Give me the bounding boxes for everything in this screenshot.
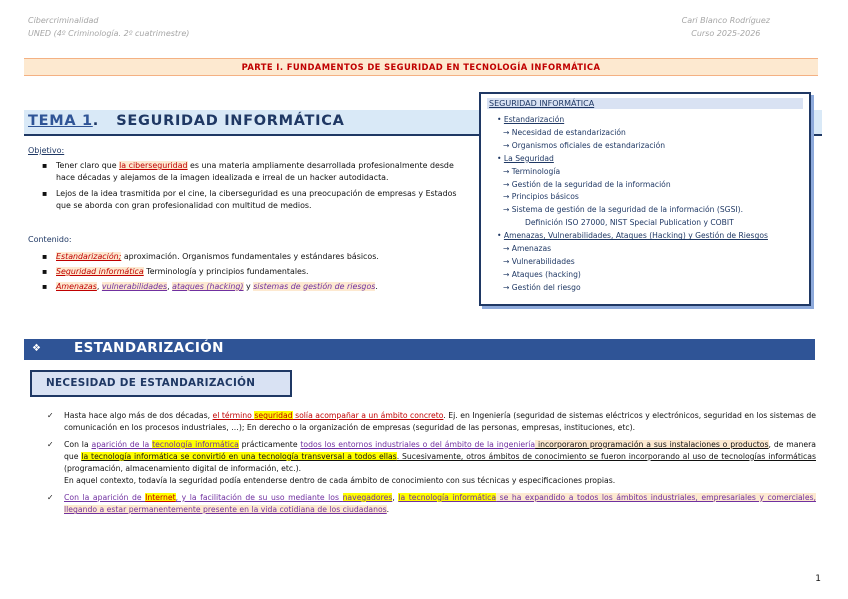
text-run: En aquel contexto, todavía la seguridad podía entenderse dentro de cada ámbito de conocimiento con sus técnicas y especificaciones propias. (64, 476, 616, 486)
toc-item-label: Terminología (511, 166, 561, 176)
toc-list (487, 114, 803, 295)
text-run: . (386, 505, 390, 515)
header-university: UNED (4º Criminología. 2º cuatrimestre) (28, 29, 190, 38)
text-run: . Ej. en Ingeniería (seguridad de sistemas eléctricos y electrónicos, seguridad en los sistemas de comunicación en los procesos industriales, …); En derecho o la organización de empresas (seguridad de las personas, empresas, instituciones, etc). (64, 411, 816, 433)
tema-number: TEMA 1 (28, 113, 93, 129)
toc-item[interactable]: → Terminología (503, 166, 561, 176)
tema-dot: . (92, 113, 100, 129)
objetivo-item (42, 160, 462, 184)
toc-item[interactable]: → Sistema de gestión de la seguridad de la información (SGSI). (503, 205, 744, 215)
contenido-label: Contenido: (28, 235, 72, 244)
contenido-text: aproximación. Organismos fundamentales y estándares básicos. (121, 252, 379, 261)
text-run: (programación, almacenamiento digital de información, etc.). (64, 464, 302, 474)
text-run: , de manera que (64, 439, 816, 461)
toc-item-label: Gestión del riesgo (511, 282, 581, 292)
toc-item[interactable]: → Necesidad de estandarización (503, 127, 626, 137)
toc-item-label: Principios básicos (511, 192, 579, 202)
body-paragraph (44, 410, 816, 435)
highlight-transversal: la tecnología informática se convirtió en una tecnología transversal a todos ellas (81, 451, 397, 461)
body-list (44, 410, 816, 520)
highlight-tecnologia: tecnología informática (152, 439, 239, 449)
link-ataques[interactable]: ataques (hacking) (172, 282, 244, 291)
body-paragraph (44, 439, 816, 488)
toc-item[interactable]: → Gestión de la seguridad de la información (503, 179, 671, 189)
objetivo-text: Lejos de la idea trasmitida por el cine, la ciberseguridad es una preocupación de empresas y Estados que se aborda con gran profesionalidad con multitud de medios. (56, 189, 457, 210)
highlight-seguridad: seguridad (254, 411, 293, 420)
contenido-text: Terminología y principios fundamentales. (143, 267, 309, 276)
toc-item-label: Ataques (hacking) (511, 269, 581, 279)
objetivo-text: Tener claro que (56, 161, 120, 170)
separator: , (167, 282, 173, 291)
toc-item-label: Amenazas, Vulnerabilidades, Ataques (Hacking) y Gestión de Riesgos (503, 231, 768, 241)
separator: y (243, 282, 254, 291)
objetivo-label: Objetivo: (28, 146, 65, 155)
objetivo-item (42, 188, 462, 212)
toc-item[interactable]: • Estandarización (497, 115, 565, 124)
objetivo-list (42, 160, 462, 216)
toc-item-label: Organismos oficiales de estandarización (511, 140, 666, 150)
toc-item-label: Sistema de gestión de la seguridad de la información (SGSI). (511, 205, 744, 215)
subsection-title: NECESIDAD DE ESTANDARIZACIÓN (30, 370, 292, 397)
toc-title[interactable]: SEGURIDAD INFORMÁTICA (487, 98, 803, 109)
tema-title (28, 113, 345, 129)
text-run: prácticamente (238, 439, 301, 449)
table-of-contents (479, 92, 811, 306)
text-run: , y la facilitación de su uso mediante los (175, 492, 343, 502)
highlight-ciberseguridad: la ciberseguridad (119, 161, 188, 170)
parte-banner: PARTE I. FUNDAMENTOS DE SEGURIDAD EN TECNOLOGÍA INFORMÁTICA (24, 58, 818, 76)
tema-name: SEGURIDAD INFORMÁTICA (116, 113, 345, 129)
link-gestion-riesgos[interactable]: sistemas de gestión de riesgos (253, 282, 376, 291)
text-run: Hasta hace algo más de dos décadas, (64, 411, 213, 420)
toc-item[interactable]: → Amenazas (503, 244, 552, 254)
toc-item[interactable] (487, 217, 803, 230)
separator: . (375, 282, 378, 291)
header-course: Cibercriminalidad (28, 16, 99, 25)
contenido-item (42, 249, 462, 264)
highlight-navegadores: navegadores (342, 492, 393, 502)
highlight-internet: Internet (145, 492, 176, 502)
text-run: incorporaron programación a sus instalaciones o productos (535, 439, 769, 449)
text-run: todos los entornos industriales o del ámbito de la ingeniería (300, 439, 536, 449)
contenido-list (42, 249, 462, 294)
text-run: aparición de la (91, 439, 153, 449)
section-title: ESTANDARIZACIÓN (74, 340, 224, 356)
toc-item-label: Amenazas (511, 244, 552, 254)
text-run: . Sucesivamente, otros ámbitos de conocimiento se fueron incorporando al uso de tecnologías informáticas (396, 451, 816, 461)
toc-item-label: Necesidad de estandarización (511, 127, 626, 137)
separator: , (96, 282, 102, 291)
toc-item[interactable]: → Organismos oficiales de estandarización (503, 140, 666, 150)
text-run: Con la (64, 439, 92, 449)
toc-item-label: Estandarización (503, 115, 565, 124)
toc-item-label: Definición ISO 27000, NIST Special Publication y COBIT (525, 218, 734, 228)
header-right (682, 14, 770, 40)
page-number: 1 (815, 574, 821, 584)
objetivo-text: es una materia ampliamente desarrollada profesionalmente desde hace décadas y alejamos de la imagen idealizada e irreal de un hacker autodidacta. (56, 161, 454, 182)
section-banner (24, 339, 815, 360)
diamond-icon: ❖ (32, 343, 41, 354)
toc-item[interactable]: • La Seguridad (497, 153, 554, 163)
highlight-tecnologia: la tecnología informática (398, 492, 497, 502)
text-run: se ha expandido a todos los ámbitos industriales, empresariales y comerciales, llegando a estar permanentemente presente en la vida cotidiana de los ciudadanos (64, 492, 816, 515)
toc-item[interactable]: → Ataques (hacking) (503, 269, 581, 279)
body-paragraph (44, 492, 816, 517)
header-author: Cari Blanco Rodríguez (681, 16, 770, 25)
text-run: el término (212, 411, 255, 420)
link-vulnerabilidades[interactable]: vulnerabilidades (101, 282, 168, 291)
toc-item[interactable]: → Gestión del riesgo (503, 282, 581, 292)
toc-item-label: Vulnerabilidades (511, 256, 575, 266)
link-amenazas[interactable]: Amenazas (56, 282, 97, 291)
link-seguridad-informatica[interactable]: Seguridad informática (56, 267, 144, 276)
text-run: Con la aparición de (64, 492, 146, 502)
toc-item-label: La Seguridad (503, 153, 554, 163)
contenido-item (42, 264, 462, 279)
text-run: , (392, 492, 399, 502)
text-run: solía acompañar a un ámbito concreto (292, 411, 444, 420)
header-year: Curso 2025-2026 (691, 29, 761, 38)
toc-item-label: Gestión de la seguridad de la información (511, 179, 671, 189)
link-estandarizacion[interactable]: Estandarización; (56, 252, 122, 261)
header-left (28, 14, 189, 40)
toc-item[interactable]: • Amenazas, Vulnerabilidades, Ataques (Hacking) y Gestión de Riesgos (497, 231, 768, 241)
contenido-item (42, 279, 462, 294)
toc-item[interactable]: → Vulnerabilidades (503, 256, 575, 266)
toc-item[interactable]: → Principios básicos (503, 192, 579, 202)
